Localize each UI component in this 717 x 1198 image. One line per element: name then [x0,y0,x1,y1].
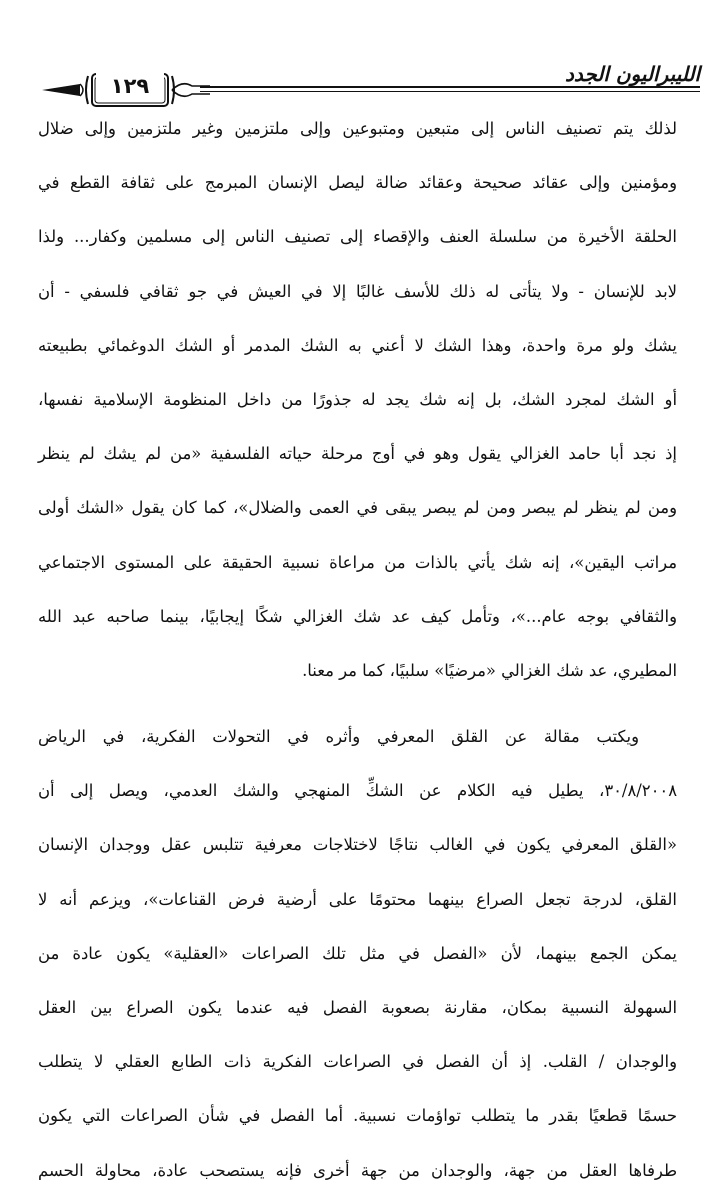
text-line: إذ نجد أبا حامد الغزالي يقول وهو في أوج مرحلة حياته الفلسفية «من لم يشك لم ينظر [38,444,677,464]
text-line: يمكن الجمع بينهما، لأن «الفصل في مثل تلك الصراعات «العقلية» يكون عادة من [38,943,677,963]
text-line: ومن لم ينظر لم يبصر ومن لم يبصر يبقى في العمى والضلال»، كما كان يقول «الشك أولى [38,498,677,518]
book-title: الليبراليون الجدد [564,62,700,86]
text-line-indented: ويكتب مقالة عن القلق المعرفي وأثره في التحولات الفكرية، في الرياض [38,727,639,747]
text-line: مراتب اليقين»، إنه شك يأتي بالذات من مراعاة نسبية الحقيقة على المستوى الاجتماعي [38,552,677,572]
text-line: «القلق المعرفي يكون في الغالب نتاجًا لاختلاجات معرفية تتلبس عقل ووجدان الإنسان [38,835,677,855]
page-body [38,102,677,1198]
text-line: لذلك يتم تصنيف الناس إلى متبعين ومتبوعين وإلى ملتزمين وغير ملتزمين وإلى ضلال [38,119,677,138]
paragraph-spacer [38,698,677,710]
text-line: والثقافي بوجه عام...»، وتأمل كيف عد شك الغزالي شكًا إيجابيًا، بينما صاحبه عبد الله [38,606,677,626]
page-number: ١٢٩ [96,72,164,100]
text-line: ٣٠/٨/٢٠٠٨، يطيل فيه الكلام عن الشكِّ المنهجي والشك العدمي، ويصل إلى أن [38,781,677,801]
text-line: طرفاها العقل من جهة، والوجدان من جهة أخرى فإنه يستصحب عادة، محاولة الحسم [38,1160,677,1180]
text-line: يشك ولو مرة واحدة، وهذا الشك لا أعني به الشك المدمر أو الشك الدوغمائي بطبيعته [38,335,677,355]
text-line: حسمًا قطعيًا بقدر ما يتطلب تواؤمات نسبية. أما الفصل في شأن الصراعات التي يكون [38,1106,677,1126]
text-line: لابد للإنسان - ولا يتأتى له ذلك للأسف غالبًا إلا في العيش في جو ثقافي فلسفي - أن [38,281,677,301]
paragraph-2 [38,710,677,1198]
header-rule-thin [200,91,700,92]
text-line: القلق، لدرجة تجعل الصراع بينهما محتومًا على أرضية فرض القناعات»، ويزعم أنه لا [38,889,677,909]
text-line: السهولة النسبية بمكان، مقارنة بصعوبة الفصل فيه عندما يكون الصراع بين العقل [38,998,677,1017]
text-line: والوجدان / القلب. إذ أن الفصل في الصراعات الفكرية ذات الطابع العقلي لا يتطلب [38,1052,677,1072]
text-line: الحلقة الأخيرة من سلسلة العنف والإقصاء إلى تصنيف الناس إلى مسلمين وكفار... ولذا [38,227,677,247]
text-line: أو الشك لمجرد الشك، بل إنه شك يجد له جذورًا من داخل المنظومة الإسلامية نفسها، [38,389,677,409]
text-line-last: المطيري، عد شك الغزالي «مرضيًا» سلبيًا، كما مر معنا. [302,660,677,680]
paragraph-1 [38,102,677,698]
text-line: ومؤمنين وإلى عقائد صحيحة وعقائد ضالة ليصل الإنسان المبرمج على ثقافة القطع في [38,173,677,193]
header-rule [200,86,700,88]
